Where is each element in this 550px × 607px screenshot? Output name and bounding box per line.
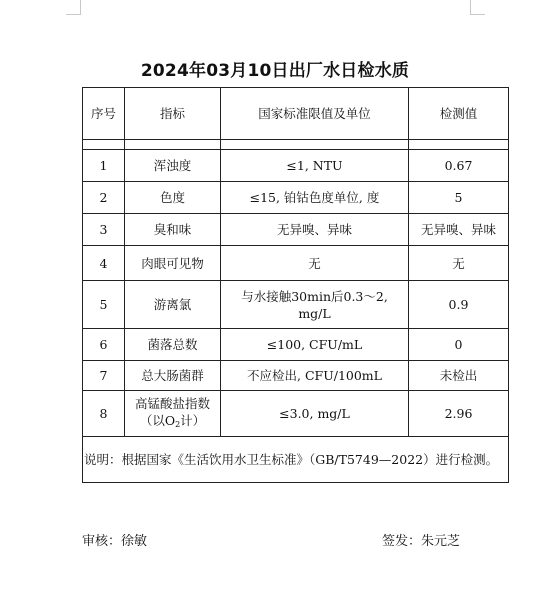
- row-limit: 无: [221, 246, 409, 281]
- table-note: 说明：根据国家《生活饮用水卫生标准》（GB/T5749—2022）进行检测。: [83, 437, 509, 483]
- row-limit: ≤15, 铂钴色度单位, 度: [221, 182, 409, 214]
- row-no: 1: [83, 150, 125, 182]
- row-indicator: [125, 391, 221, 437]
- row-no: 6: [83, 329, 125, 361]
- row-value: 0.9: [409, 281, 509, 329]
- table-row: [83, 391, 509, 437]
- row-no: 7: [83, 361, 125, 391]
- row-no: 8: [83, 391, 125, 437]
- signer-signature: 签发：朱元芝: [382, 534, 461, 549]
- row-limit: ≤3.0, mg/L: [221, 391, 409, 437]
- row-indicator: 肉眼可见物: [125, 246, 221, 281]
- row-indicator-line1: 高锰酸盐指数: [134, 395, 210, 411]
- table-row: [83, 281, 509, 329]
- row-limit: ≤1, NTU: [221, 150, 409, 182]
- row-value: 0.67: [409, 150, 509, 182]
- row-indicator-line2: （以$O_2$计）: [139, 412, 206, 429]
- table-row: [83, 329, 509, 361]
- row-indicator: 浑浊度: [125, 150, 221, 182]
- row-indicator: 色度: [125, 182, 221, 214]
- header-value: 检测值: [409, 88, 509, 140]
- row-limit-line2: mg/L: [298, 305, 331, 321]
- row-value: 未检出: [409, 361, 509, 391]
- reviewer-signature: 审核：徐敏: [82, 534, 148, 549]
- row-limit: ≤100, CFU/mL: [221, 329, 409, 361]
- row-value: 5: [409, 182, 509, 214]
- row-no: 3: [83, 214, 125, 246]
- water-quality-table: [82, 87, 509, 483]
- table-header-row: [83, 88, 509, 140]
- row-value: 无异嗅、异味: [409, 214, 509, 246]
- header-indicator: 指标: [125, 88, 221, 140]
- row-value: 2.96: [409, 391, 509, 437]
- row-indicator: 总大肠菌群: [125, 361, 221, 391]
- row-limit: 不应检出, CFU/100mL: [221, 361, 409, 391]
- row-indicator: 臭和味: [125, 214, 221, 246]
- row-limit: 无异嗅、异味: [221, 214, 409, 246]
- row-limit-line1: 与水接触30min后0.3～2,: [241, 288, 388, 304]
- spacer-row: [83, 140, 509, 150]
- note-row: [83, 437, 509, 483]
- page-corner-mark-right: [470, 0, 485, 15]
- header-limit: 国家标准限值及单位: [221, 88, 409, 140]
- table-row: [83, 150, 509, 182]
- table-row: [83, 361, 509, 391]
- row-indicator: 游离氯: [125, 281, 221, 329]
- page-title: 2024年03月10日出厂水日检水质: [140, 61, 410, 81]
- table-row: [83, 246, 509, 281]
- row-no: 5: [83, 281, 125, 329]
- row-no: 4: [83, 246, 125, 281]
- row-limit: [221, 281, 409, 329]
- row-value: 0: [409, 329, 509, 361]
- page-corner-mark-left: [66, 0, 81, 15]
- header-no: 序号: [83, 88, 125, 140]
- table-row: [83, 214, 509, 246]
- row-indicator: 菌落总数: [125, 329, 221, 361]
- row-no: 2: [83, 182, 125, 214]
- table-row: [83, 182, 509, 214]
- row-value: 无: [409, 246, 509, 281]
